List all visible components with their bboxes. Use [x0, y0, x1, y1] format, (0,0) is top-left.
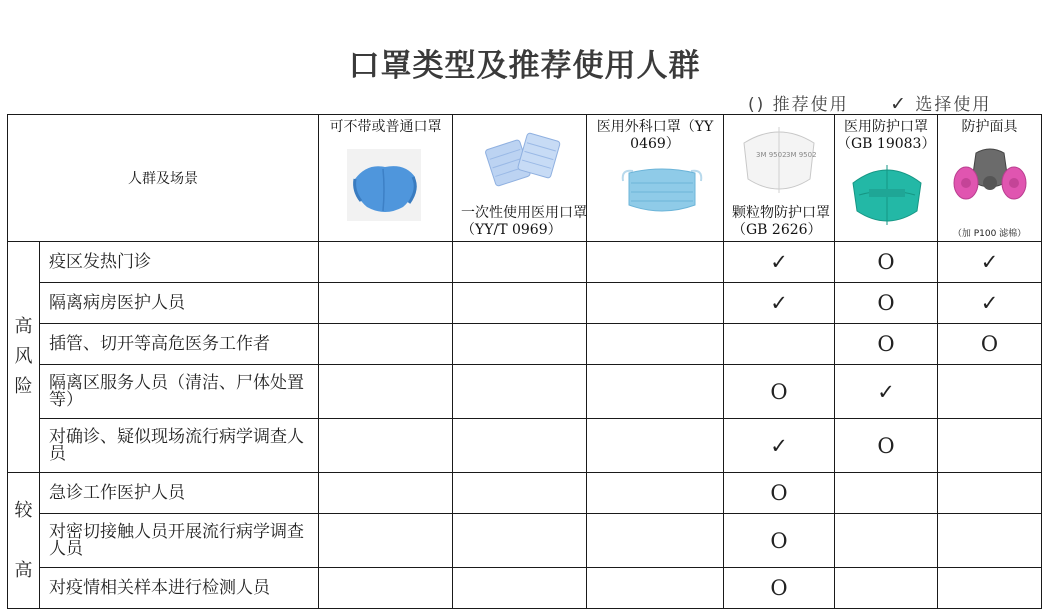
mark-cell: [587, 242, 724, 283]
mark-cell: [453, 365, 587, 419]
n95-respirator-icon: [847, 159, 927, 233]
mark-cell: [938, 365, 1042, 419]
row-label: 隔离区服务人员（清洁、尸体处置等）: [40, 365, 319, 419]
table-row: [8, 419, 1042, 473]
mark-cell: O: [835, 283, 938, 324]
mark-cell: O: [724, 365, 835, 419]
risk-group-high: 高 风 险: [8, 242, 40, 473]
cloth-mask-icon: [347, 149, 421, 225]
column-header-particulate: [724, 115, 835, 242]
mark-cell: [587, 473, 724, 514]
mark-cell: [938, 473, 1042, 514]
mark-cell: [724, 324, 835, 365]
mark-cell: [453, 283, 587, 324]
mark-cell: [319, 419, 453, 473]
column-sublabel: （加 P100 滤棉）: [952, 229, 1027, 239]
row-label: 隔离病房医护人员: [40, 283, 319, 324]
mark-cell: [835, 568, 938, 609]
row-label: 疫区发热门诊: [40, 242, 319, 283]
mark-cell: [453, 419, 587, 473]
legend: [748, 90, 991, 115]
mark-cell: [938, 568, 1042, 609]
mark-cell: [938, 514, 1042, 568]
mark-cell: ✓: [938, 283, 1042, 324]
row-label: 急诊工作医护人员: [40, 473, 319, 514]
page-title: 口罩类型及推荐使用人群: [348, 48, 701, 84]
mask-recommendation-table: [7, 114, 1042, 609]
table-row: [8, 283, 1042, 324]
disposable-mask-icon: [483, 125, 563, 195]
column-header-disposable: [453, 115, 587, 242]
mark-cell: [453, 514, 587, 568]
legend-select-symbol: ✓: [890, 93, 908, 115]
mark-cell: ✓: [724, 419, 835, 473]
particulate-respirator-icon: [734, 121, 824, 205]
corner-header: [8, 115, 319, 242]
mark-cell: [938, 419, 1042, 473]
mark-cell: [319, 568, 453, 609]
table-row: [8, 324, 1042, 365]
mark-cell: [453, 242, 587, 283]
table-row: [8, 365, 1042, 419]
svg-text:3M 9502: 3M 9502: [756, 151, 787, 159]
mark-cell: [587, 568, 724, 609]
column-label: 颗粒物防护口罩（GB 2626）: [732, 205, 830, 238]
mark-cell: [453, 324, 587, 365]
mark-cell: [319, 283, 453, 324]
column-label: 可不带或普通口罩: [329, 119, 442, 135]
mark-cell: O: [835, 419, 938, 473]
table-row: [8, 473, 1042, 514]
corner-label: 人群及场景: [128, 171, 198, 187]
column-header-n95: [835, 115, 938, 242]
table-row: [8, 568, 1042, 609]
risk-group-higher: 较 高: [8, 473, 40, 609]
column-label: 一次性使用医用口罩（YY/T 0969）: [461, 205, 587, 238]
mark-cell: [587, 514, 724, 568]
column-label: 医用防护口罩（GB 19083）: [837, 119, 936, 152]
mark-cell: O: [724, 473, 835, 514]
mark-cell: [587, 324, 724, 365]
legend-select-label: 选择使用: [915, 95, 992, 115]
column-header-surgical: [587, 115, 724, 242]
table-row: [8, 242, 1042, 283]
mark-cell: [319, 324, 453, 365]
mark-cell: O: [724, 568, 835, 609]
column-label: 医用外科口罩（YY 0469）: [596, 119, 714, 152]
row-label: 对疫情相关样本进行检测人员: [40, 568, 319, 609]
mark-cell: O: [724, 514, 835, 568]
mark-cell: ✓: [835, 365, 938, 419]
legend-recommend-symbol: (): [748, 95, 766, 115]
mark-cell: [319, 514, 453, 568]
row-label: 对密切接触人员开展流行病学调查人员: [40, 514, 319, 568]
column-header-cloth: [319, 115, 453, 242]
row-label: 对确诊、疑似现场流行病学调查人员: [40, 419, 319, 473]
mark-cell: ✓: [724, 242, 835, 283]
surgical-mask-icon: [619, 161, 705, 223]
table-row: [8, 514, 1042, 568]
mark-cell: [319, 365, 453, 419]
mark-cell: [453, 568, 587, 609]
mark-cell: [835, 514, 938, 568]
mark-cell: [453, 473, 587, 514]
header-row: [8, 115, 1042, 242]
mark-cell: O: [835, 324, 938, 365]
column-label: 防护面具: [961, 119, 1018, 135]
mark-cell: [319, 242, 453, 283]
legend-recommend-label: 推荐使用: [772, 95, 849, 115]
mark-cell: [587, 283, 724, 324]
mark-cell: [319, 473, 453, 514]
mark-cell: [587, 419, 724, 473]
mark-cell: [587, 365, 724, 419]
mark-cell: O: [938, 324, 1042, 365]
mark-cell: ✓: [724, 283, 835, 324]
gas-mask-icon: [952, 145, 1028, 215]
svg-text:3M 9502: 3M 9502: [786, 151, 817, 159]
mark-cell: [835, 473, 938, 514]
mark-cell: ✓: [938, 242, 1042, 283]
mark-cell: O: [835, 242, 938, 283]
row-label: 插管、切开等高危医务工作者: [40, 324, 319, 365]
column-header-gasmask: [938, 115, 1042, 242]
